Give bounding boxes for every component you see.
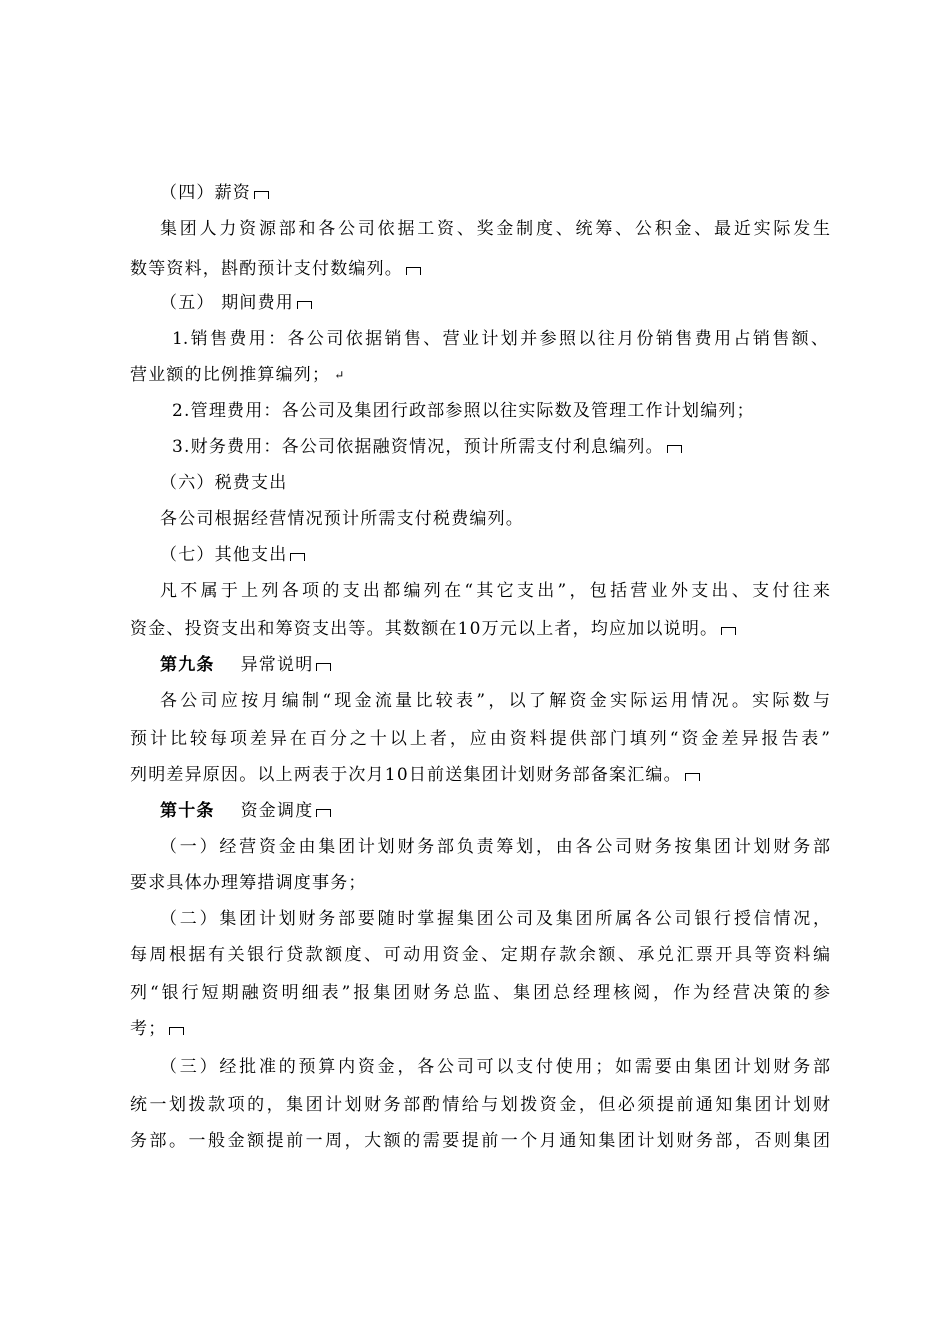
section-heading-salary: （四）薪资 [160,182,269,204]
paragraph-line: 要求具体办理筹措调度事务； [130,873,367,893]
paragraph-mark-icon [667,445,682,453]
paragraph-mark-icon [685,773,700,781]
paragraph-line: （一）经营资金由集团计划财务部负责筹划，由各公司财务按集团计划财务部 [160,837,830,857]
article-number: 第十条 [160,801,215,821]
paragraph-line: 3.财务费用：各公司依据融资情况，预计所需支付利息编列。 [172,436,682,458]
paragraph-line: 各公司根据经营情况预计所需支付税费编列。 [160,509,524,529]
section-heading-other: （七）其他支出 [160,544,305,566]
paragraph-line: 考； [130,1018,184,1040]
section-heading-tax: （六）税费支出 [160,473,288,493]
paragraph-line: 凡不属于上列各项的支出都编列在“其它支出”，包括营业外支出、支付往来 [160,581,830,601]
article-heading-9 [160,654,331,676]
paragraph-mark-icon [254,191,269,199]
paragraph-line: 营业额的比例推算编列； ↵ [130,365,345,385]
paragraph-mark-icon [290,553,305,561]
paragraph-line: （三）经批准的预算内资金，各公司可以支付使用；如需要由集团计划财务部 [160,1057,830,1077]
paragraph-line: 资金、投资支出和筹资支出等。其数额在10万元以上者，均应加以说明。 [130,618,736,640]
section-heading-period-expenses: （五） 期间费用 [160,292,312,314]
paragraph-mark-icon [721,627,736,635]
paragraph-line: 1.销售费用：各公司依据销售、营业计划并参照以往月份销售费用占销售额、 [172,329,828,349]
paragraph-line: 统一划拨款项的，集团计划财务部酌情给与划拨资金，但必须提前通知集团计划财 [130,1095,830,1115]
paragraph-mark-icon [316,663,331,671]
paragraph-line: 2.管理费用：各公司及集团行政部参照以往实际数及管理工作计划编列； [172,401,755,421]
paragraph-line: 各公司应按月编制“现金流量比较表”，以了解资金实际运用情况。实际数与 [160,691,830,711]
paragraph-line: 务部。一般金额提前一周，大额的需要提前一个月通知集团计划财务部，否则集团 [130,1131,830,1151]
line-break-mark-icon: ↵ [334,368,345,382]
article-heading-10 [160,800,331,822]
paragraph-mark-icon [406,267,421,275]
article-title: 异常说明 [240,655,314,675]
paragraph-line: （二）集团计划财务部要随时掌握集团公司及集团所属各公司银行授信情况， [160,909,830,929]
article-title: 资金调度 [240,801,314,821]
paragraph-line: 集团人力资源部和各公司依据工资、奖金制度、统筹、公积金、最近实际发生 [160,219,830,239]
paragraph-mark-icon [297,301,312,309]
paragraph-line: 列“银行短期融资明细表”报集团财务总监、集团总经理核阅，作为经营决策的参 [130,983,830,1003]
paragraph-line: 每周根据有关银行贷款额度、可动用资金、定期存款余额、承兑汇票开具等资料编 [130,945,830,965]
paragraph-line: 数等资料，斟酌预计支付数编列。 [130,258,421,280]
paragraph-mark-icon [316,809,331,817]
paragraph-line: 预计比较每项差异在百分之十以上者，应由资料提供部门填列“资金差异报告表” [130,729,830,749]
paragraph-mark-icon [169,1027,184,1035]
article-number: 第九条 [160,655,215,675]
paragraph-line: 列明差异原因。以上两表于次月10日前送集团计划财务部备案汇编。 [130,764,700,786]
